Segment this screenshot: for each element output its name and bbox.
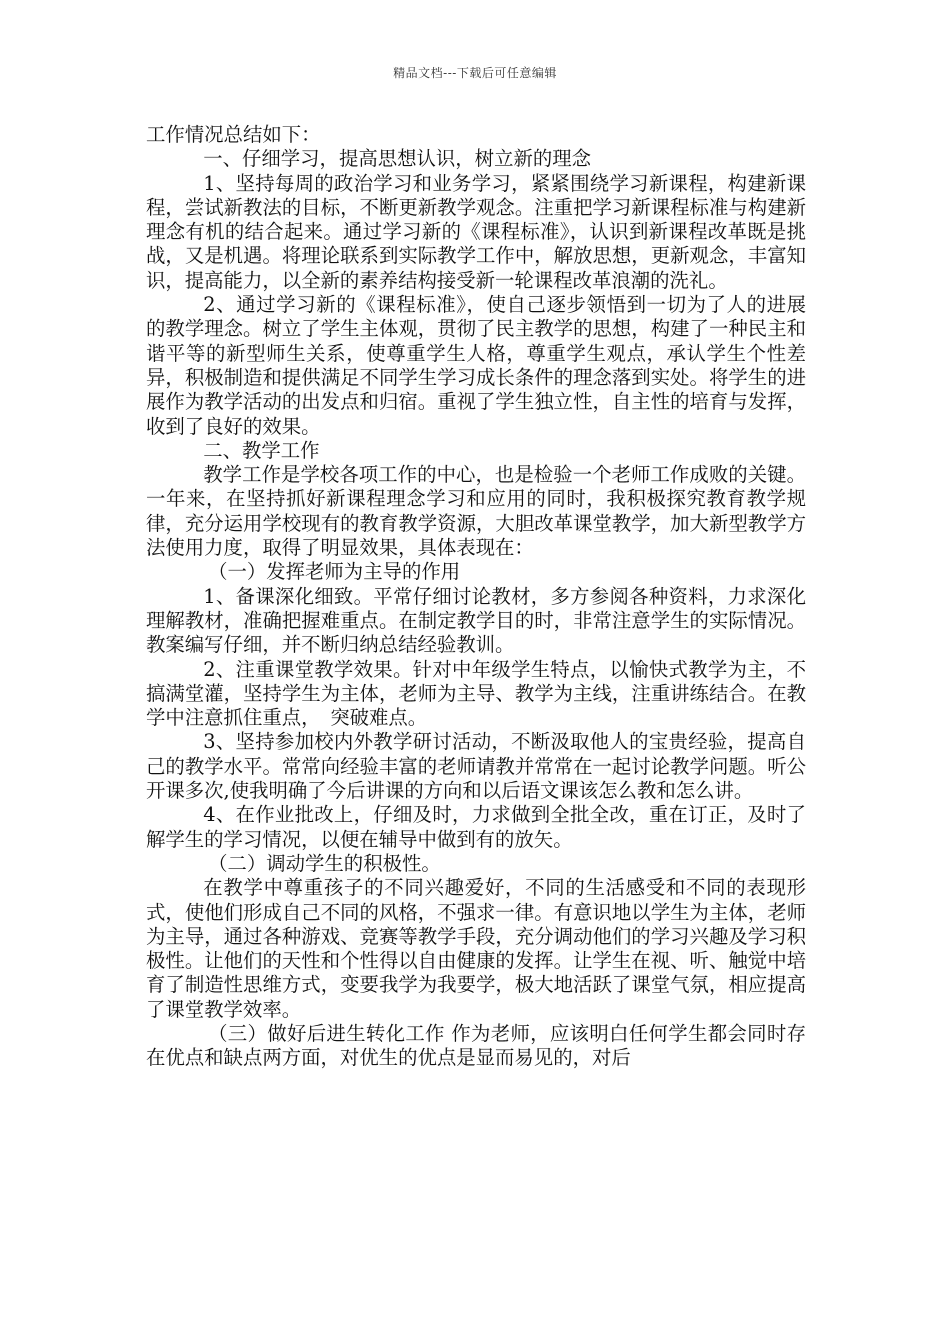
paragraph: 教学工作是学校各项工作的中心，也是检验一个老师工作成败的关键。一年来，在坚持抓好新课程理念学习和应用的同时，我积极探究教育教学规律，充分运用学校现有的教育教学资源，大胆改革课堂教学，加大新型教学方法使用力度，取得了明显效果，具体表现在： <box>146 463 806 560</box>
paragraph: 3、坚持参加校内外教学研讨活动，不断汲取他人的宝贵经验，提高自己的教学水平。常常向经验丰富的老师请教并常常在一起讨论教学问题。听公开课多次,使我明确了今后讲课的方向和以后语文课该怎么教和怎么讲。 <box>146 730 806 803</box>
subsection-heading-2: （二）调动学生的积极性。 <box>208 851 441 875</box>
subsection-heading-1: （一）发挥老师为主导的作用 <box>208 560 461 584</box>
paragraph: 1、备课深化细致。平常仔细讨论教材，多方参阅各种资料，力求深化理解教材，准确把握难重点。在制定教学目的时，非常注意学生的实际情况。教案编写仔细，并不断归纳总结经验教训。 <box>146 584 806 657</box>
paragraph-intro: 工作情况总结如下： <box>146 123 321 146</box>
document-body <box>146 123 806 1071</box>
paragraph: 4、在作业批改上，仔细及时，力求做到全批全改，重在订正，及时了解学生的学习情况，以便在辅导中做到有的放矢。 <box>146 803 806 851</box>
paragraph: 1、坚持每周的政治学习和业务学习，紧紧围绕学习新课程，构建新课程，尝试新教法的目标，不断更新教学观念。注重把学习新课程标准与构建新理念有机的结合起来。通过学习新的《课程标准》，认识到新课程改革既是挑战，又是机遇。将理论联系到实际教学工作中，解放思想，更新观念，丰富知识，提高能力，以全新的素养结构接受新一轮课程改革浪潮的洗礼。 <box>146 171 806 292</box>
paragraph: 在教学中尊重孩子的不同兴趣爱好，不同的生活感受和不同的表现形式，使他们形成自己不同的风格，不强求一律。有意识地以学生为主体，老师为主导，通过各种游戏、竞赛等教学手段，充分调动他们的学习兴趣及学习积极性。让他们的天性和个性得以自由健康的发挥。让学生在视、听、触觉中培育了制造性思维方式，变要我学为我要学，极大地活跃了课堂气氛，相应提高了课堂教学效率。 <box>146 876 806 1021</box>
subsection-heading-3: （三）做好后进生转化工作 作为老师，应该明白任何学生都会同时存在优点和缺点两方面，对优生的优点是显而易见的，对后 <box>146 1021 806 1070</box>
section-heading-1: 一、仔细学习，提高思想认识，树立新的理念 <box>203 147 592 171</box>
section-heading-2: 二、教学工作 <box>203 438 320 462</box>
paragraph: 2、通过学习新的《课程标准》，使自己逐步领悟到一切为了人的进展的教学理念。树立了学生主体观，贯彻了民主教学的思想，构建了一种民主和谐平等的新型师生关系，使尊重学生人格，尊重学生观点，承认学生个性差异，积极制造和提供满足不同学生学习成长条件的理念落到实处。将学生的进展作为教学活动的出发点和归宿。重视了学生独立性，自主性的培育与发挥，收到了良好的效果。 <box>146 293 806 438</box>
paragraph: 2、注重课堂教学效果。针对中年级学生特点，以愉快式教学为主，不搞满堂灌，坚持学生为主体，老师为主导、教学为主线，注重讲练结合。在教学中注意抓住重点， 突破难点。 <box>146 657 806 730</box>
page-header: 精品文档---下载后可任意编辑 <box>393 66 557 80</box>
